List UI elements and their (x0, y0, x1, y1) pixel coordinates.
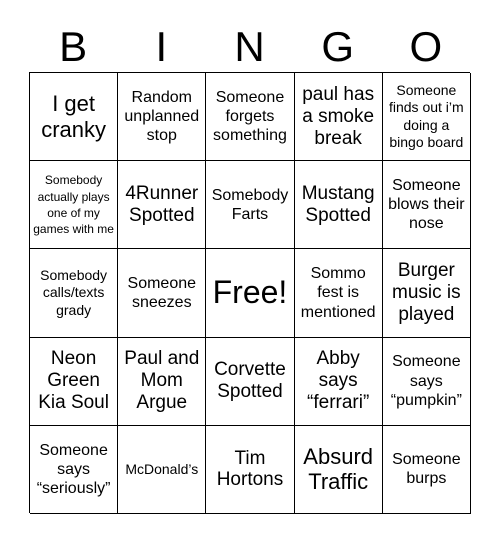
bingo-cell-r1-c2[interactable]: Random unplanned stop (118, 73, 206, 161)
bingo-cell-r1-c1[interactable]: I get cranky (30, 73, 118, 161)
header-letter-o: O (409, 23, 443, 70)
bingo-cell-r5-c3[interactable]: Tim Hortons (206, 426, 294, 514)
bingo-cell-r2-c5[interactable]: Someone blows their nose (383, 161, 471, 249)
bingo-cell-r2-c2[interactable]: 4Runner Spotted (118, 161, 206, 249)
bingo-board (29, 72, 470, 513)
bingo-cell-r4-c5[interactable]: Someone says “pumpkin” (383, 338, 471, 426)
bingo-header (29, 22, 470, 72)
bingo-cell-r2-c1[interactable]: Somebody actually plays one of my games with me (30, 161, 118, 249)
bingo-cell-r4-c3[interactable]: Corvette Spotted (206, 338, 294, 426)
header-letter-g: G (321, 23, 355, 70)
header-letter-i: I (155, 23, 168, 70)
bingo-cell-r4-c1[interactable]: Neon Green Kia Soul (30, 338, 118, 426)
bingo-cell-r5-c5[interactable]: Someone burps (383, 426, 471, 514)
bingo-cell-r2-c4[interactable]: Mustang Spotted (295, 161, 383, 249)
bingo-cell-r3-c4[interactable]: Sommo fest is mentioned (295, 249, 383, 337)
bingo-cell-r4-c4[interactable]: Abby says “ferrari” (295, 338, 383, 426)
header-letter-b: B (59, 23, 88, 70)
bingo-cell-r5-c2[interactable]: McDonald’s (118, 426, 206, 514)
bingo-cell-r1-c3[interactable]: Someone forgets something (206, 73, 294, 161)
bingo-cell-free[interactable]: Free! (206, 249, 294, 337)
header-letter-n: N (234, 23, 265, 70)
bingo-cell-r4-c2[interactable]: Paul and Mom Argue (118, 338, 206, 426)
bingo-cell-r2-c3[interactable]: Somebody Farts (206, 161, 294, 249)
bingo-cell-r1-c5[interactable]: Someone finds out i’m doing a bingo board (383, 73, 471, 161)
bingo-cell-r5-c4[interactable]: Absurd Traffic (295, 426, 383, 514)
bingo-cell-r5-c1[interactable]: Someone says “seriously” (30, 426, 118, 514)
bingo-cell-r1-c4[interactable]: paul has a smoke break (295, 73, 383, 161)
bingo-cell-r3-c2[interactable]: Someone sneezes (118, 249, 206, 337)
bingo-cell-r3-c1[interactable]: Somebody calls/texts grady (30, 249, 118, 337)
bingo-cell-r3-c5[interactable]: Burger music is played (383, 249, 471, 337)
